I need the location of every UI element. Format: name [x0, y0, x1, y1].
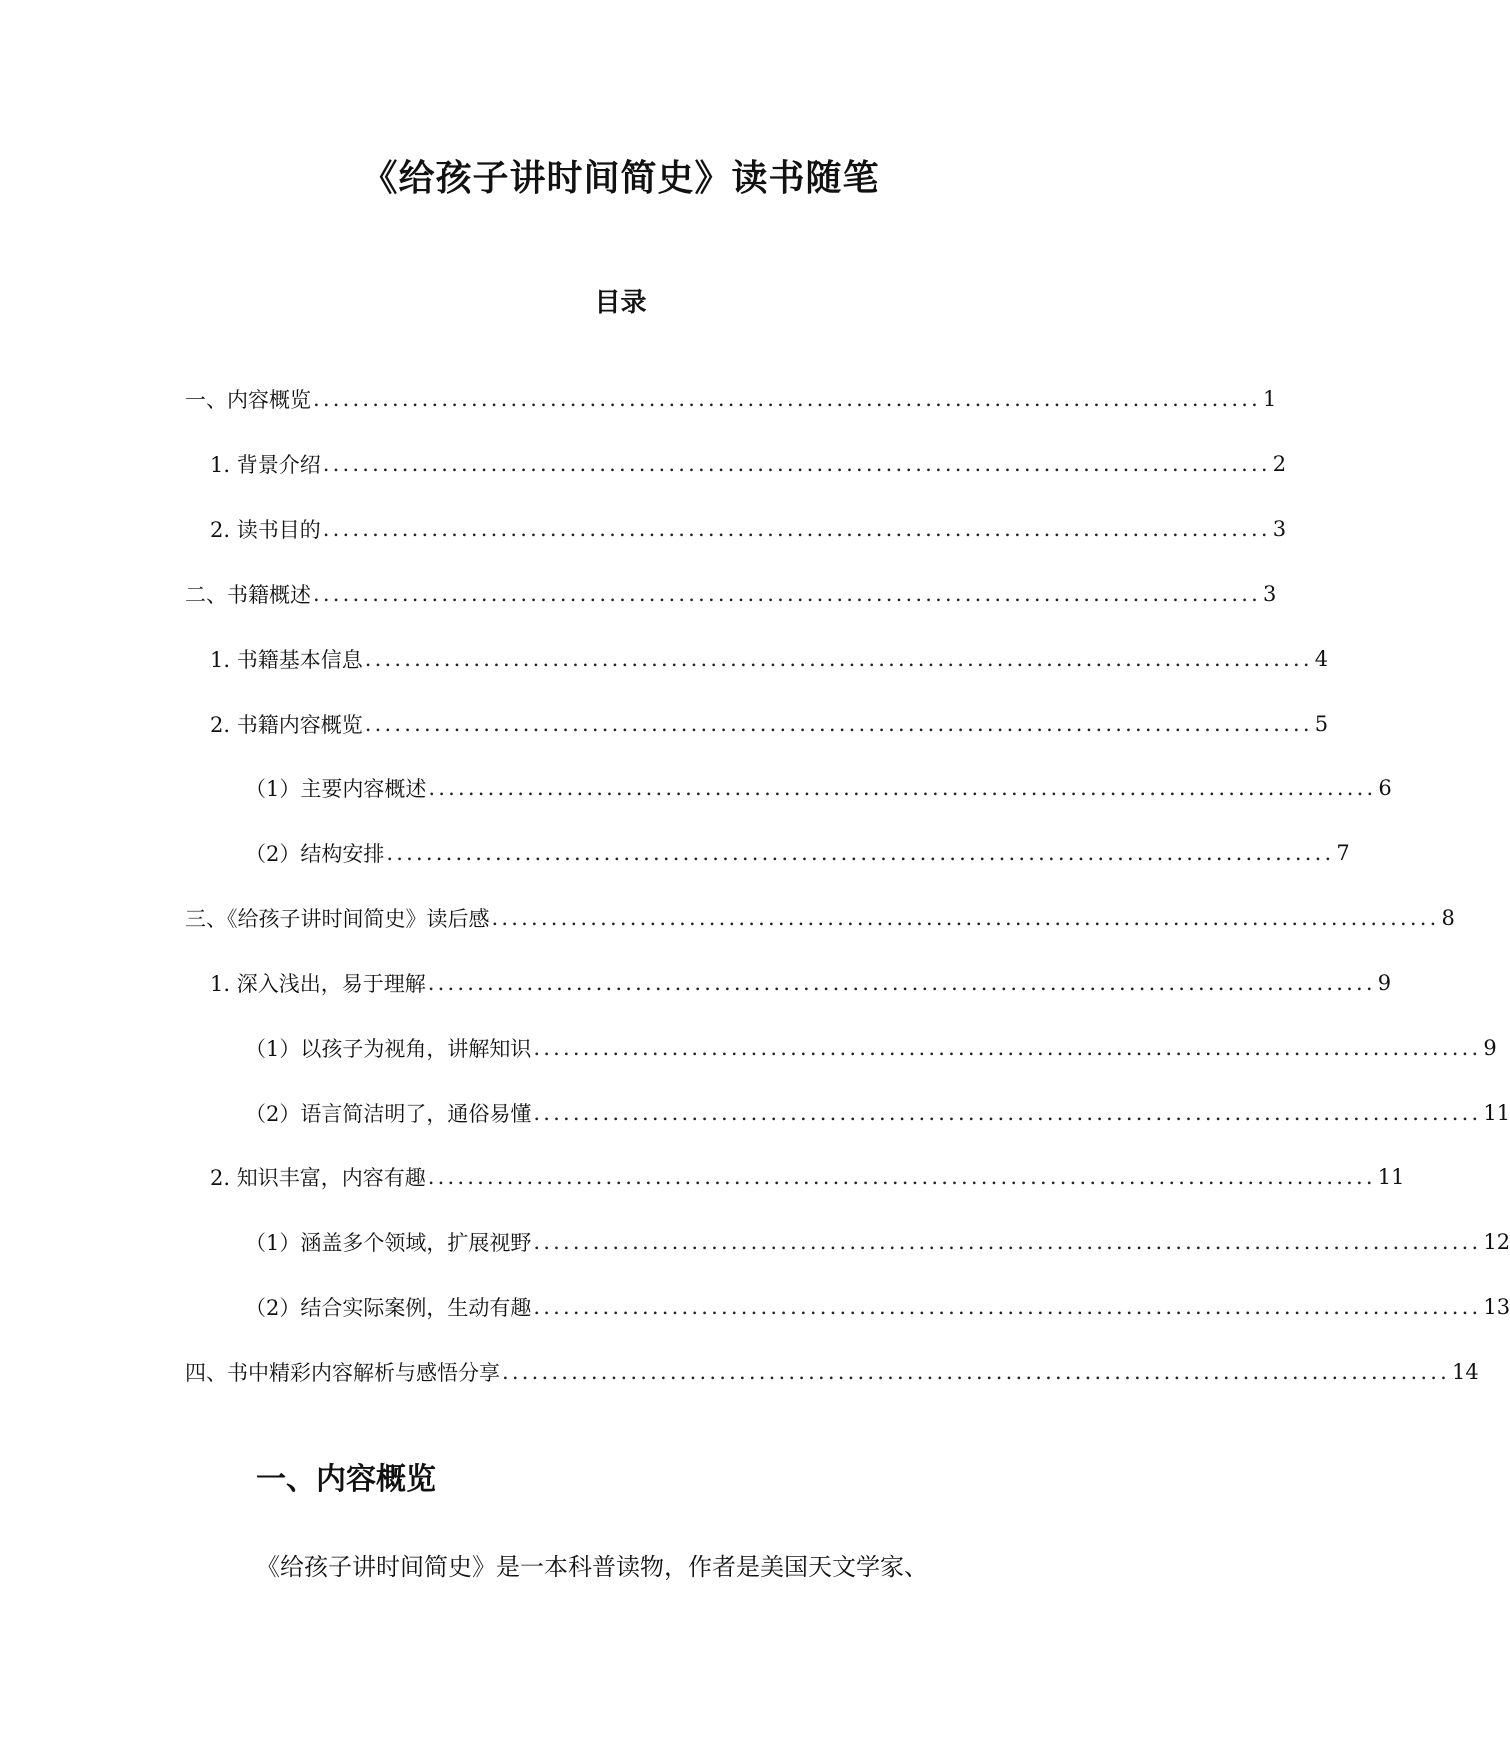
- toc-entry[interactable]: [245, 836, 1350, 870]
- toc-page-number: 14: [1452, 1360, 1479, 1384]
- toc-entry-label: （2）结构安排: [245, 842, 385, 866]
- toc-entry-label: 2. 知识丰富，内容有趣: [210, 1166, 426, 1190]
- toc-leader-dots: ................................................................................................: [533, 1295, 1482, 1319]
- toc-entry[interactable]: [245, 1096, 1510, 1130]
- toc-leader-dots: ................................................................................................: [533, 1230, 1482, 1254]
- toc-page-number: 12: [1483, 1230, 1510, 1254]
- toc-leader-dots: ................................................................................................: [364, 647, 1313, 671]
- toc-leader-dots: ................................................................................................: [313, 387, 1262, 411]
- toc-page-number: 3: [1272, 517, 1287, 541]
- toc-entry[interactable]: [210, 1160, 1405, 1194]
- toc-leader-dots: ................................................................................................: [427, 1165, 1376, 1189]
- toc-entry[interactable]: [210, 512, 1287, 546]
- toc-entry-label: 2. 书籍内容概览: [210, 713, 363, 737]
- body-paragraph: 《给孩子讲时间简史》是一本科普读物，作者是美国天文学家、: [256, 1553, 928, 1581]
- toc-page-number: 4: [1314, 647, 1329, 671]
- toc-heading: 目录: [594, 288, 647, 318]
- toc-leader-dots: ................................................................................................: [533, 1036, 1482, 1060]
- toc-page-number: 6: [1378, 776, 1392, 800]
- toc-entry-label: 1. 书籍基本信息: [210, 648, 363, 672]
- toc-entry[interactable]: [210, 642, 1329, 676]
- toc-entry[interactable]: [245, 1225, 1510, 1259]
- toc-entry-label: 一、内容概览: [185, 388, 311, 412]
- toc-page-number: 11: [1377, 1165, 1405, 1189]
- toc-leader-dots: ................................................................................................: [364, 712, 1313, 736]
- toc-entry[interactable]: [185, 382, 1277, 416]
- toc-leader-dots: ................................................................................................: [322, 517, 1271, 541]
- toc-page-number: 9: [1377, 971, 1392, 995]
- toc-leader-dots: ................................................................................................: [313, 582, 1262, 606]
- toc-entry[interactable]: [185, 901, 1455, 935]
- section-heading: 一、内容概览: [256, 1462, 436, 1497]
- toc-page-number: 8: [1441, 906, 1455, 930]
- toc-entry-label: 四、书中精彩内容解析与感悟分享: [185, 1361, 500, 1385]
- toc-page-number: 11: [1483, 1101, 1510, 1125]
- toc-entry[interactable]: [245, 1031, 1497, 1065]
- toc-entry-label: 三、《给孩子讲时间简史》读后感: [185, 907, 490, 931]
- toc-entry-label: 二、书籍概述: [185, 583, 311, 607]
- toc-page-number: 2: [1272, 452, 1287, 476]
- toc-entry-label: 1. 背景介绍: [210, 453, 321, 477]
- toc-entry[interactable]: [185, 577, 1277, 611]
- toc-leader-dots: ................................................................................................: [533, 1101, 1482, 1125]
- toc-page-number: 3: [1263, 582, 1277, 606]
- toc-entry-label: 2. 读书目的: [210, 518, 321, 542]
- toc-page-number: 7: [1336, 841, 1350, 865]
- toc-entry-label: （2）结合实际案例，生动有趣: [245, 1296, 532, 1320]
- toc-page-number: 1: [1263, 387, 1277, 411]
- toc-page-number: 9: [1483, 1036, 1497, 1060]
- toc-leader-dots: ................................................................................................: [322, 452, 1271, 476]
- document-title: 《给孩子讲时间简史》读书随笔: [361, 158, 880, 199]
- toc-entry[interactable]: [185, 1355, 1479, 1389]
- toc-page-number: 13: [1483, 1295, 1510, 1319]
- toc-entry[interactable]: [245, 771, 1392, 805]
- toc-leader-dots: ................................................................................................: [491, 906, 1440, 930]
- toc-entry[interactable]: [245, 1290, 1510, 1324]
- toc-leader-dots: ................................................................................................: [502, 1360, 1451, 1384]
- toc-leader-dots: ................................................................................................: [427, 971, 1376, 995]
- toc-entry-label: 1. 深入浅出，易于理解: [210, 972, 426, 996]
- toc-entry[interactable]: [210, 707, 1329, 741]
- toc-entry-label: （1）涵盖多个领域，扩展视野: [245, 1231, 532, 1255]
- toc-entry-label: （1）主要内容概述: [245, 777, 427, 801]
- toc-entry-label: （1）以孩子为视角，讲解知识: [245, 1037, 532, 1061]
- toc-entry[interactable]: [210, 966, 1392, 1000]
- toc-leader-dots: ................................................................................................: [428, 776, 1377, 800]
- toc-leader-dots: ................................................................................................: [386, 841, 1335, 865]
- toc-entry[interactable]: [210, 447, 1287, 481]
- toc-page-number: 5: [1314, 712, 1329, 736]
- toc-entry-label: （2）语言简洁明了，通俗易懂: [245, 1102, 532, 1126]
